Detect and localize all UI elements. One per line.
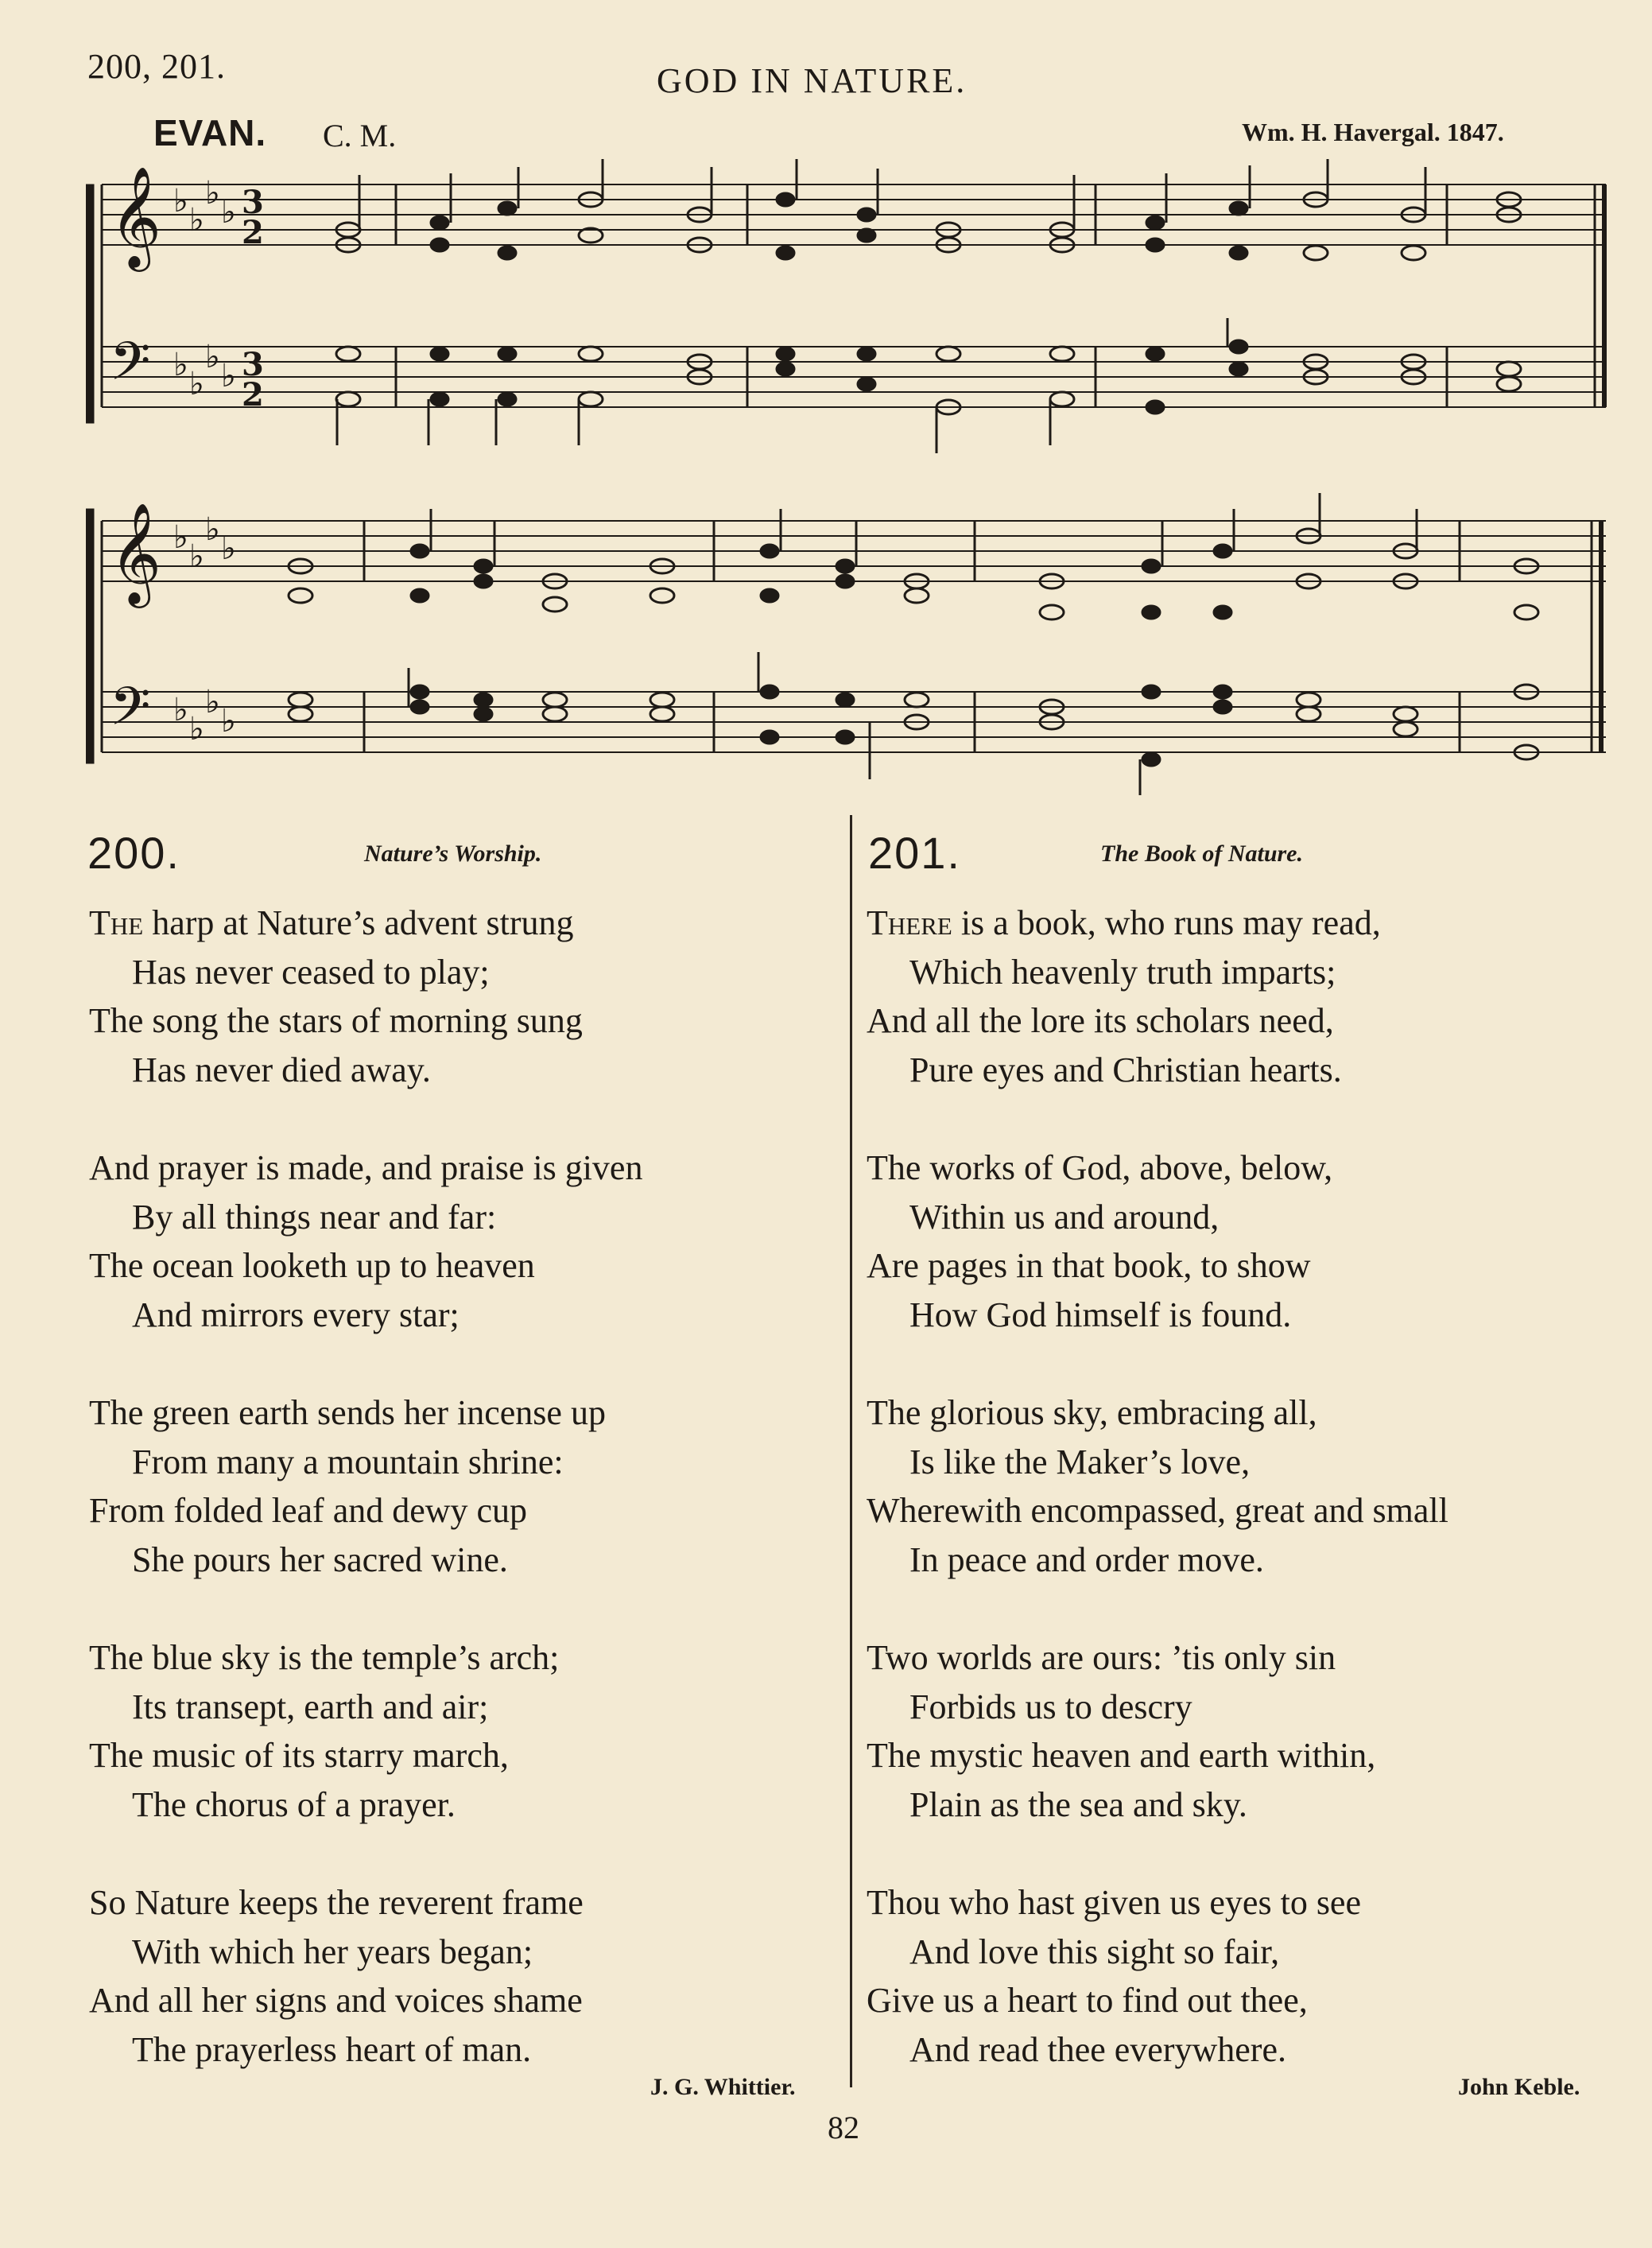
verse-line: The glorious sky, embracing all, [867,1393,1317,1432]
svg-text:♭: ♭ [205,511,220,548]
svg-text:♭: ♭ [189,366,204,402]
verse-line: With which her years began; [132,1932,533,1971]
verse-line: Which heavenly truth imparts; [909,952,1336,992]
hymn-200-verses [89,899,583,1094]
system-2-treble-staff [102,521,1606,581]
verse-line: And all the lore its scholars need, [867,1001,1334,1040]
verse-line: The prayerless heart of man. [132,2029,532,2069]
hymn-201-stanza-4 [867,1633,1375,1829]
system-1-barlines [102,184,1604,407]
verse-line: She pours her sacred wine. [132,1539,508,1579]
verse-line: The song the stars of morning sung [89,1001,583,1040]
hymn-201-subtitle: The Book of Nature. [1100,841,1303,867]
verse-line: Pure eyes and Christian hearts. [909,1050,1342,1089]
svg-text:♭: ♭ [221,358,236,394]
verse-line: How God himself is found. [909,1295,1292,1334]
verse-line: Thou who hast given us eyes to see [867,1883,1361,1922]
svg-text:♭: ♭ [221,530,236,567]
system-1-bass-staff [102,347,1606,407]
verse-line: Plain as the sea and sky. [909,1784,1247,1824]
svg-text:2: 2 [242,376,264,413]
verse-line: Give us a heart to find out thee, [867,1981,1308,2020]
verse-line: Has never ceased to play; [132,952,490,992]
verse-line: The chorus of a prayer. [132,1784,456,1824]
verse-line: Are pages in that book, to show [867,1246,1311,1285]
system-2-barlines [102,521,1601,752]
svg-text:3: 3 [242,346,264,383]
svg-text:♭: ♭ [173,692,188,728]
music-score [86,159,1612,795]
hymn-201-stanza-2 [867,1143,1332,1339]
svg-text:3: 3 [242,184,264,221]
verse-line: The blue sky is the temple’s arch; [89,1638,560,1677]
hymn-201-stanza-1 [867,899,1381,1094]
svg-text:♭: ♭ [173,519,188,556]
svg-text:♭: ♭ [221,703,236,740]
verse-line: The ocean looketh up to heaven [89,1246,535,1285]
hymn-200-subtitle: Nature’s Worship. [364,841,542,867]
verse-line: And prayer is made, and praise is given [89,1148,643,1187]
verse-line: And love this sight so fair, [909,1932,1280,1971]
verse-line: The harp at Nature’s advent strung [89,903,574,942]
hymn-201-stanza-5 [867,1878,1361,2074]
verse-line: By all things near and far: [132,1197,497,1237]
bass-clef-icon: 𝄢 [110,331,151,405]
verse-line: The green earth sends her incense up [89,1393,606,1432]
verse-line: And read thee everywhere. [909,2029,1286,2069]
system-1-treble-staff [102,184,1606,245]
hymn-200-stanza-4 [89,1633,559,1829]
svg-text:♭: ♭ [173,183,188,219]
verse-line: In peace and order move. [909,1539,1264,1579]
svg-text:♭: ♭ [221,194,236,231]
verse-line: The music of its starry march, [89,1736,509,1775]
hymn-201-author: John Keble. [1458,2074,1580,2100]
verse-line: So Nature keeps the reverent frame [89,1883,584,1922]
svg-text:♭: ♭ [189,538,204,575]
verse-line: The mystic heaven and earth within, [867,1736,1376,1775]
verse-line: Is like the Maker’s love, [909,1442,1251,1481]
svg-text:♭: ♭ [205,339,220,375]
bass-clef-icon: 𝄢 [110,676,151,750]
verse-line: Two worlds are ours: ’tis only sin [867,1638,1336,1677]
tune-meter: C. M. [323,118,397,153]
verse-line: And mirrors every star; [132,1295,460,1334]
hymn-200-number: 200. [87,828,180,878]
column-divider [850,815,852,2087]
verse-line: From folded leaf and dewy cup [89,1491,528,1530]
tune-name: EVAN. [153,112,267,153]
verse-line: There is a book, who runs may read, [867,903,1381,942]
svg-text:♭: ♭ [205,684,220,720]
hymn-200-stanza-2 [89,1143,642,1339]
system-2-bar [86,509,94,763]
verse-line: Has never died away. [132,1050,431,1089]
svg-text:♭: ♭ [189,202,204,239]
time-signature [242,184,264,413]
note-heads [289,192,1538,766]
verse-line: Forbids us to descry [909,1687,1192,1726]
section-title: GOD IN NATURE. [657,61,968,100]
stanza [89,899,583,1094]
verse-line: Within us and around, [909,1197,1220,1237]
treble-clef-icon: 𝄞 [110,165,162,267]
hymn-numbers-header: 200, 201. [87,47,226,86]
verse-line: From many a mountain shrine: [132,1442,564,1481]
verse-line: Its transept, earth and air; [132,1687,489,1726]
svg-text:♭: ♭ [173,347,188,383]
treble-clef-icon: 𝄞 [110,502,162,604]
hymn-201-stanza-3 [867,1388,1448,1584]
hymn-200-author: J. G. Whittier. [650,2074,796,2100]
verse-line: The works of God, above, below, [867,1148,1333,1187]
hymn-200-stanza-3 [89,1388,606,1584]
svg-text:♭: ♭ [205,175,220,212]
svg-text:2: 2 [242,214,264,251]
composer-credit: Wm. H. Havergal. 1847. [1242,118,1504,146]
page-number: 82 [828,2110,859,2145]
hymn-200-stanza-5 [89,1878,584,2074]
key-signature-flats [173,175,236,747]
hymn-201-number: 201. [868,828,961,878]
verse-line: Wherewith encompassed, great and small [867,1491,1448,1530]
verse-line: And all her signs and voices shame [89,1981,583,2020]
svg-text:♭: ♭ [189,711,204,747]
system-1-bar [86,184,94,423]
